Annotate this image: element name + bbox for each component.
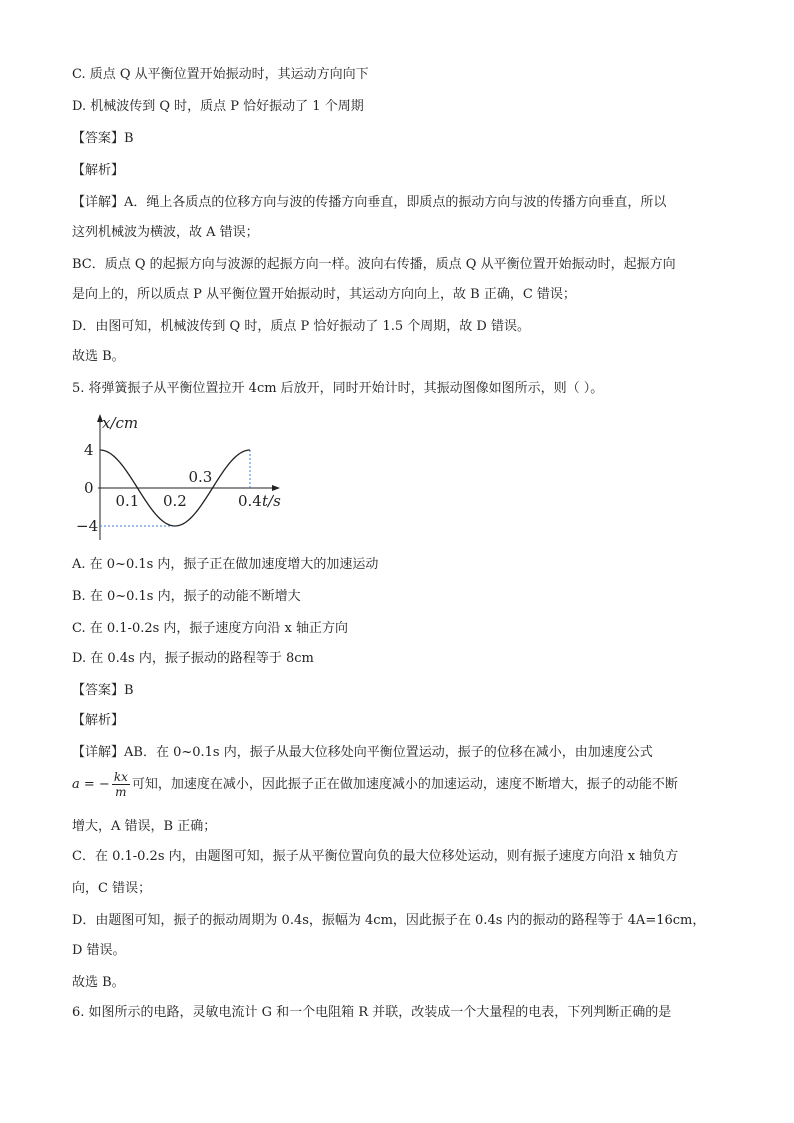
vibration-graph: [76, 410, 296, 550]
q5-option-b: B. 在 0~0.1s 内，振子的动能不断增大: [72, 589, 301, 604]
q4-detail-5: D．由图可知，机械波传到 Q 时，质点 P 恰好振动了 1.5 个周期，故 D 错误。: [72, 319, 530, 334]
q4-conclusion: 故选 B。: [72, 349, 125, 364]
q5-stem: 5. 将弹簧振子从平衡位置拉开 4cm 后放开，同时开始计时，其振动图像如图所示，则（ ）。: [72, 381, 604, 396]
q4-answer: 【答案】B: [72, 131, 134, 146]
q5-detail-3: 增大，A 错误，B 正确；: [72, 819, 217, 834]
q6-stem: 6. 如图所示的电路，灵敏电流计 G 和一个电阻箱 R 并联，改装成一个大量程的电表，下列判断正确的是: [72, 1005, 672, 1020]
q5-detail-1: 【详解】AB．在 0~0.1s 内，振子从最大位移处向平衡位置运动，振子的位移在减小，由加速度公式: [72, 745, 653, 760]
q5-conclusion: 故选 B。: [72, 975, 125, 990]
y-axis-label: x/cm: [102, 414, 139, 432]
x-tick-label: 0.1: [115, 492, 140, 510]
q5-option-a: A. 在 0~0.1s 内，振子正在做加速度增大的加速运动: [72, 557, 379, 572]
q5-answer: 【答案】B: [72, 683, 134, 698]
x-tick-label: 0.3: [188, 468, 213, 486]
y-tick-label: 0: [84, 479, 94, 497]
q5-detail-6: D．由题图可知，振子的振动周期为 0.4s，振幅为 4cm，因此振子在 0.4s 内的振动的路程等于 4A=16cm，: [72, 913, 706, 928]
x-axis-arrow: [272, 485, 280, 491]
detail-2-text: 可知，加速度在减小，因此振子正在做加速度减小的加速运动，速度不断增大，振子的动能不断: [131, 777, 678, 792]
q5-detail-5: 向，C 错误；: [72, 881, 152, 896]
x-axis-label: t/s: [262, 492, 281, 510]
q5-analysis-heading: 【解析】: [72, 713, 125, 728]
q4-detail-4: 是向上的，所以质点 P 从平衡位置开始振动时，其运动方向向上，故 B 正确，C 错误；: [72, 287, 576, 302]
q5-detail-7: D 错误。: [72, 943, 126, 958]
x-tick-label: 0.2: [163, 492, 187, 510]
formula-fraction: [112, 770, 130, 799]
q4-detail-3: BC．质点 Q 的起振方向与波源的起振方向一样。波向右传播，质点 Q 从平衡位置开始振动时，起振方向: [72, 257, 676, 272]
q5-detail-2: [72, 770, 678, 799]
formula-denominator: m: [115, 785, 127, 799]
q4-detail-2: 这列机械波为横波，故 A 错误；: [72, 225, 259, 240]
q5-option-d: D. 在 0.4s 内，振子振动的路程等于 8cm: [72, 651, 314, 666]
x-tick-label: 0.4: [238, 492, 262, 510]
q4-option-d: D. 机械波传到 Q 时，质点 P 恰好振动了 1 个周期: [72, 99, 364, 114]
formula-lhs: a = −: [72, 777, 110, 792]
q5-option-c: C. 在 0.1-0.2s 内，振子速度方向沿 x 轴正方向: [72, 621, 349, 636]
y-tick-label: −4: [76, 517, 99, 535]
q5-detail-4: C．在 0.1-0.2s 内，由题图可知，振子从平衡位置向负的最大位移处运动，则有振子速度方向沿 x 轴负方: [72, 849, 679, 864]
q4-analysis-heading: 【解析】: [72, 163, 125, 178]
formula-numerator: kx: [113, 770, 128, 784]
q4-detail-1: 【详解】A．绳上各质点的位移方向与波的传播方向垂直，即质点的振动方向与波的传播方向垂直，所以: [72, 195, 667, 210]
q4-option-c: C. 质点 Q 从平衡位置开始振动时，其运动方向向下: [72, 67, 369, 82]
y-tick-label: 4: [84, 441, 94, 459]
